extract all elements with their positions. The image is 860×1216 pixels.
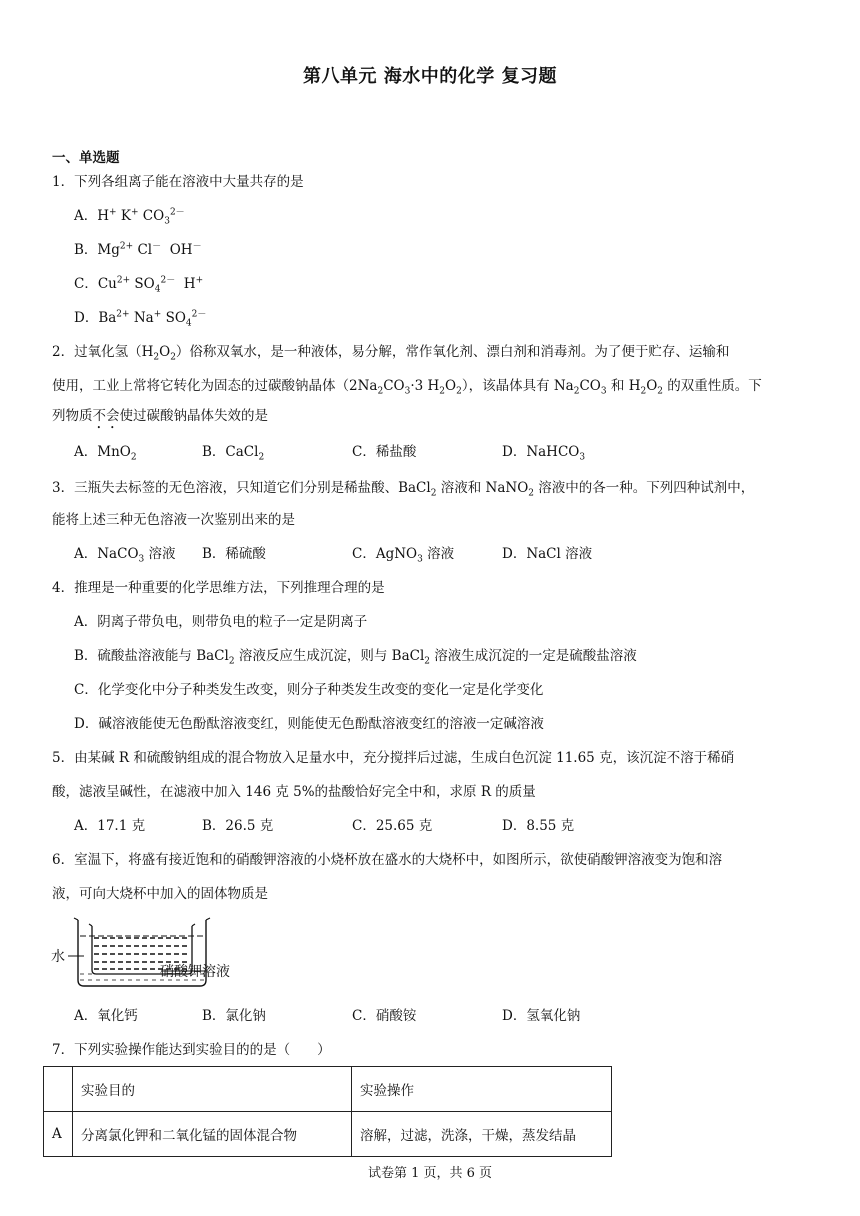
q5-line-2: 酸，滤液呈碱性，在滤液中加入 146 克 5%的盐酸恰好完全中和，求原 R 的质量 <box>52 784 536 800</box>
q2-line-3: 列物质不会使过碳酸钠晶体失效的是 <box>52 408 268 424</box>
q1-option-b[interactable]: B．$Mg^{2+}$ Cl－ OH－ <box>74 241 202 258</box>
beaker-figure <box>50 914 260 990</box>
q4-option-b[interactable]: B．硫酸盐溶液能与 BaCl$_2$ 溶液反应生成沉淀，则与 BaCl$_2$ 溶液生成沉淀的一定是硫酸盐溶液 <box>74 648 637 667</box>
q5-option-b[interactable]: B．26.5 克 <box>202 818 274 834</box>
section-heading: 一、单选题 <box>52 150 120 166</box>
table-header-cell: 实验目的 <box>73 1067 352 1112</box>
q6-option-b[interactable]: B．氯化钠 <box>202 1008 266 1024</box>
q7-stem: 7．下列实验操作能达到实验目的的是（ ） <box>52 1042 331 1058</box>
q2-option-d[interactable]: D．NaHCO$_3$ <box>502 444 586 463</box>
q6-line-2: 液，可向大烧杯中加入的固体物质是 <box>52 886 268 902</box>
q3-line-2: 能将上述三种无色溶液一次鉴别出来的是 <box>52 512 295 528</box>
q4-option-a[interactable]: A．阴离子带负电，则带负电的粒子一定是阴离子 <box>74 614 368 630</box>
table-row <box>44 1112 612 1157</box>
q3-option-b[interactable]: B．稀硫酸 <box>202 546 266 562</box>
q5-option-d[interactable]: D．8.55 克 <box>502 818 575 834</box>
q4-option-d[interactable]: D．碱溶液能使无色酚酞溶液变红，则能使无色酚酞溶液变红的溶液一定碱溶液 <box>74 716 544 732</box>
q2-option-a[interactable]: A．MnO$_2$ <box>74 444 137 463</box>
q2-line-1: 2．过氧化氢$(H_2O_2)$俗称双氧水，是一种液体，易分解，常作氧化剂、漂白剂和消毒剂。为了便于贮存、运输和 <box>52 344 730 363</box>
table-cell: 分离氯化钾和二氧化锰的固体混合物 <box>73 1112 352 1157</box>
q3-option-a[interactable]: A．NaCO$_3$ 溶液 <box>74 546 176 565</box>
table-header-cell <box>44 1067 73 1112</box>
q6-option-a[interactable]: A．氧化钙 <box>74 1008 138 1024</box>
q6-option-c[interactable]: C．硝酸铵 <box>352 1008 417 1024</box>
q4-stem: 4．推理是一种重要的化学思维方法，下列推理合理的是 <box>52 580 385 596</box>
q2-line-2: 使用，工业上常将它转化为固态的过碳酸钠晶体（$2Na_2CO_3\cdot 3$ $H_2O_2$），该晶体具有 $Na_2CO_3$ 和 $H_2O_2$ 的双重性质。下 <box>52 378 762 397</box>
q3-option-d[interactable]: D．NaCl 溶液 <box>502 546 593 562</box>
q6-option-d[interactable]: D．氢氧化钠 <box>502 1008 581 1024</box>
table-header-row <box>44 1067 612 1112</box>
q2-option-b[interactable]: B．CaCl$_2$ <box>202 444 265 463</box>
table-header-cell: 实验操作 <box>352 1067 612 1112</box>
table-cell: 溶解，过滤，洗涤，干燥，蒸发结晶 <box>352 1112 612 1157</box>
emphasis-not: 不会 <box>92 408 120 424</box>
q5-option-c[interactable]: C．25.65 克 <box>352 818 433 834</box>
q5-line-1: 5．由某碱 R 和硫酸钠组成的混合物放入足量水中，充分搅拌后过滤，生成白色沉淀 11.65 克，该沉淀不溶于稀硝 <box>52 750 735 766</box>
page-footer: 试卷第 1 页，共 6 页 <box>367 1166 493 1181</box>
q1-stem: 1．下列各组离子能在溶液中大量共存的是 <box>52 174 304 190</box>
table-cell: A <box>44 1112 73 1157</box>
q5-option-a[interactable]: A．17.1 克 <box>74 818 146 834</box>
q1-option-a[interactable]: A．H+ K+ $CO_3^{2-}$ <box>74 207 185 227</box>
water-label: 水 <box>51 949 65 965</box>
page-title: 第八单元 海水中的化学 复习题 <box>302 66 558 87</box>
q6-line-1: 6．室温下，将盛有接近饱和的硝酸钾溶液的小烧杯放在盛水的大烧杯中，如图所示，欲使硝酸钾溶液变为饱和溶 <box>52 852 723 868</box>
q1-option-d[interactable]: D．$Ba^{2+}$ Na+ $SO_4^{2-}$ <box>74 309 207 329</box>
q3-line-1: 3．三瓶失去标签的无色溶液，只知道它们分别是稀盐酸、BaCl$_2$ 溶液和 NaNO$_2$ 溶液中的各一种。下列四种试剂中， <box>52 480 755 499</box>
q4-option-c[interactable]: C．化学变化中分子种类发生改变，则分子种类发生改变的变化一定是化学变化 <box>74 682 544 698</box>
q1-option-c[interactable]: C．$Cu^{2+}$ $SO_4^{2-}$ H+ <box>74 275 204 295</box>
solution-label: 硝酸钾溶液 <box>160 964 230 980</box>
q2-option-c[interactable]: C．稀盐酸 <box>352 444 417 460</box>
q3-option-c[interactable]: C．AgNO$_3$ 溶液 <box>352 546 455 565</box>
q7-table <box>43 1066 612 1157</box>
